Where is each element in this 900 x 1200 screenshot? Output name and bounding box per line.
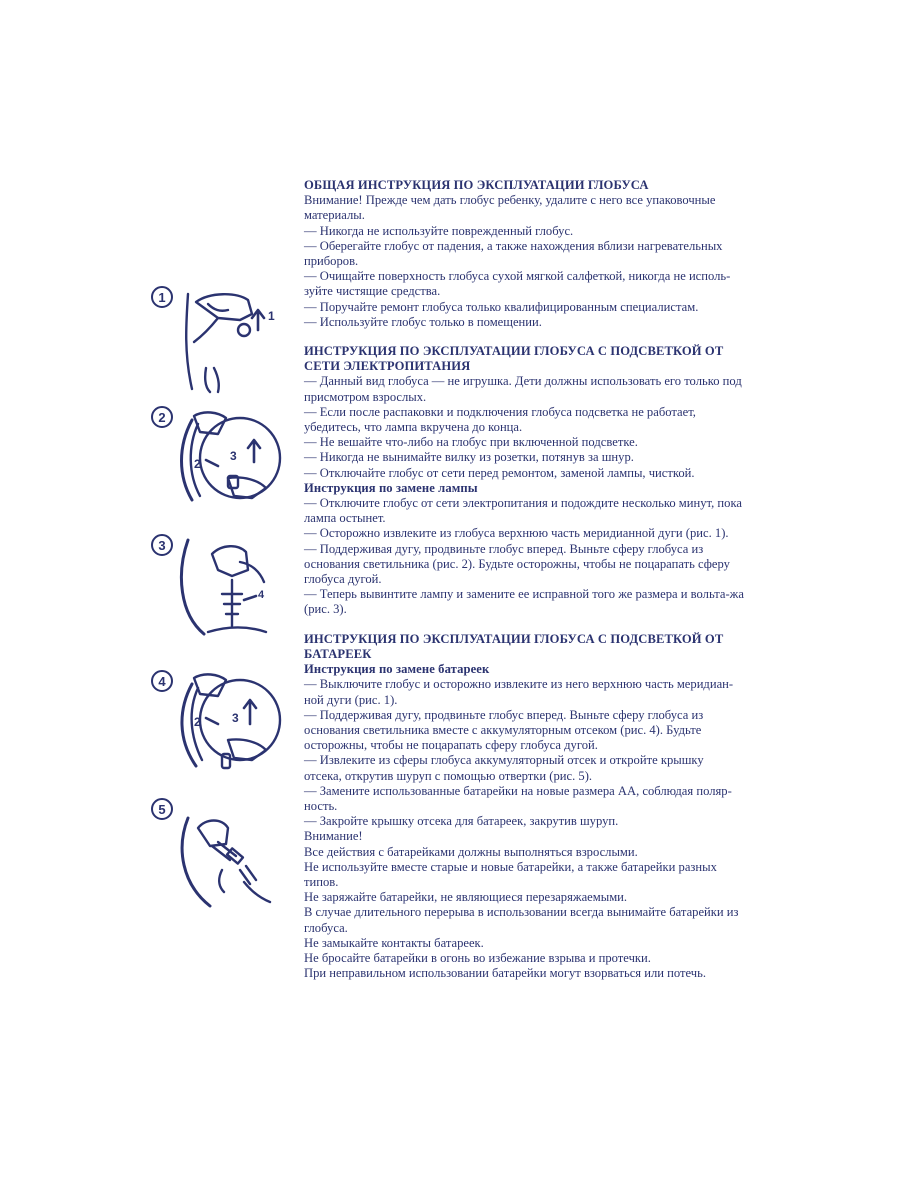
step-label: 3 [230, 449, 237, 463]
text-line: Не заряжайте батарейки, не являющиеся перезаряжаемыми. [304, 890, 628, 905]
section-heading-mains: ИНСТРУКЦИЯ ПО ЭКСПЛУАТАЦИИ ГЛОБУСА С ПОДСВЕТКОЙ ОТ СЕТИ ЭЛЕКТРОПИТАНИЯ [304, 344, 724, 374]
text-line: — Оберегайте глобус от падения, а также нахождения вблизи нагревательных приборов. [304, 238, 723, 269]
text-line: Не замыкайте контакты батареек. [304, 935, 484, 950]
text-line: — Закройте крышку отсека для батареек, закрутив шуруп. [304, 814, 619, 829]
text-line: — Отключайте глобус от сети перед ремонтом, заменой лампы, чисткой. [304, 465, 695, 480]
step-label: 1 [268, 309, 275, 323]
text-line: — Никогда не используйте поврежденный глобус. [304, 223, 574, 238]
text-line: Внимание! [304, 829, 363, 844]
subheading-battery-replacement: Инструкция по замене батареек [304, 662, 490, 677]
figure-3-illustration [148, 534, 294, 644]
section-heading-battery: ИНСТРУКЦИЯ ПО ЭКСПЛУАТАЦИИ ГЛОБУСА С ПОДСВЕТКОЙ ОТ БАТАРЕЕК [304, 631, 724, 661]
step-label: 2 [194, 457, 201, 471]
text-line: — Отключите глобус от сети электропитания и подождите несколько минут, пока лампа остынет. [304, 496, 742, 526]
text-line: — Теперь вывинтите лампу и замените ее исправной того же размера и вольта-жа (рис. 3). [304, 587, 744, 617]
figure-2-illustration [148, 406, 294, 511]
text-line: — Поручайте ремонт глобуса только квалифицированным специалистам. [304, 299, 699, 314]
figure-1-illustration [148, 284, 294, 399]
instruction-text [304, 178, 744, 981]
figure-number: 3 [158, 538, 166, 553]
text-line: Не используйте вместе старые и новые батарейки, а также батарейки разных типов. [304, 859, 717, 889]
step-label: 4 [258, 589, 265, 601]
section-heading-general: ОБЩАЯ ИНСТРУКЦИЯ ПО ЭКСПЛУАТАЦИИ ГЛОБУСА [304, 178, 649, 192]
step-label: 3 [232, 711, 239, 725]
figure-5-illustration [148, 798, 294, 912]
figure-number: 1 [158, 290, 166, 305]
text-line: — Если после распаковки и подключения глобуса подсветка не работает, убедитесь, что лампа вкручена до конца. [304, 404, 696, 435]
text-line: — Поддерживая дугу, продвиньте глобус вперед. Выньте сферу глобуса из основания светильника вместе с аккумуляторным отсеком (рис. 4). Будьте осторожны, чтобы не поцарапать сферу глобуса дугой. [304, 707, 704, 753]
text-line: — Данный вид глобуса — не игрушка. Дети должны использовать его только под присмотром взрослых. [304, 374, 742, 404]
subheading-lamp-replacement: Инструкция по замене лампы [304, 480, 478, 495]
text-line: При неправильном использовании батарейки могут взорваться или потечь. [304, 966, 707, 981]
text-line: — Очищайте поверхность глобуса сухой мягкой салфеткой, никогда не исполь-зуйте чистящие средства. [304, 269, 731, 299]
text-line: Внимание! Прежде чем дать глобус ребенку, удалите с него все упаковочные материалы. [304, 193, 716, 223]
text-line: — Используйте глобус только в помещении. [304, 314, 542, 329]
text-line: — Выключите глобус и осторожно извлеките из него верхнюю часть меридиан-ной дуги (рис. 1). [304, 677, 734, 707]
text-line: В случае длительного перерыва в использовании всегда вынимайте батарейки из глобуса. [304, 905, 739, 935]
figure-4-illustration [148, 670, 294, 778]
text-line: — Не вешайте что-либо на глобус при включенной подсветке. [304, 435, 638, 450]
text-line: — Никогда не вынимайте вилку из розетки, потянув за шнур. [304, 450, 634, 465]
text-line: — Извлеките из сферы глобуса аккумуляторный отсек и откройте крышку отсека, открутив шуруп с помощью отвертки (рис. 5). [304, 753, 704, 783]
text-line: Не бросайте батарейки в огонь во избежание взрыва и протечки. [304, 950, 651, 965]
figure-number: 4 [158, 674, 166, 689]
text-line: — Осторожно извлеките из глобуса верхнюю часть меридианной дуги (рис. 1). [304, 526, 729, 541]
step-label: 2 [194, 715, 201, 729]
text-line: — Поддерживая дугу, продвиньте глобус вперед. Выньте сферу глобуса из основания светильника (рис. 2). Будьте осторожны, чтобы не поцарапать сферу глобуса дугой. [304, 541, 730, 587]
figure-number: 5 [158, 802, 166, 817]
figure-number: 2 [158, 410, 166, 425]
text-line: Все действия с батарейками должны выполняться взрослыми. [304, 844, 638, 859]
text-line: — Замените использованные батарейки на новые размера АА, соблюдая поляр-ность. [304, 783, 732, 813]
